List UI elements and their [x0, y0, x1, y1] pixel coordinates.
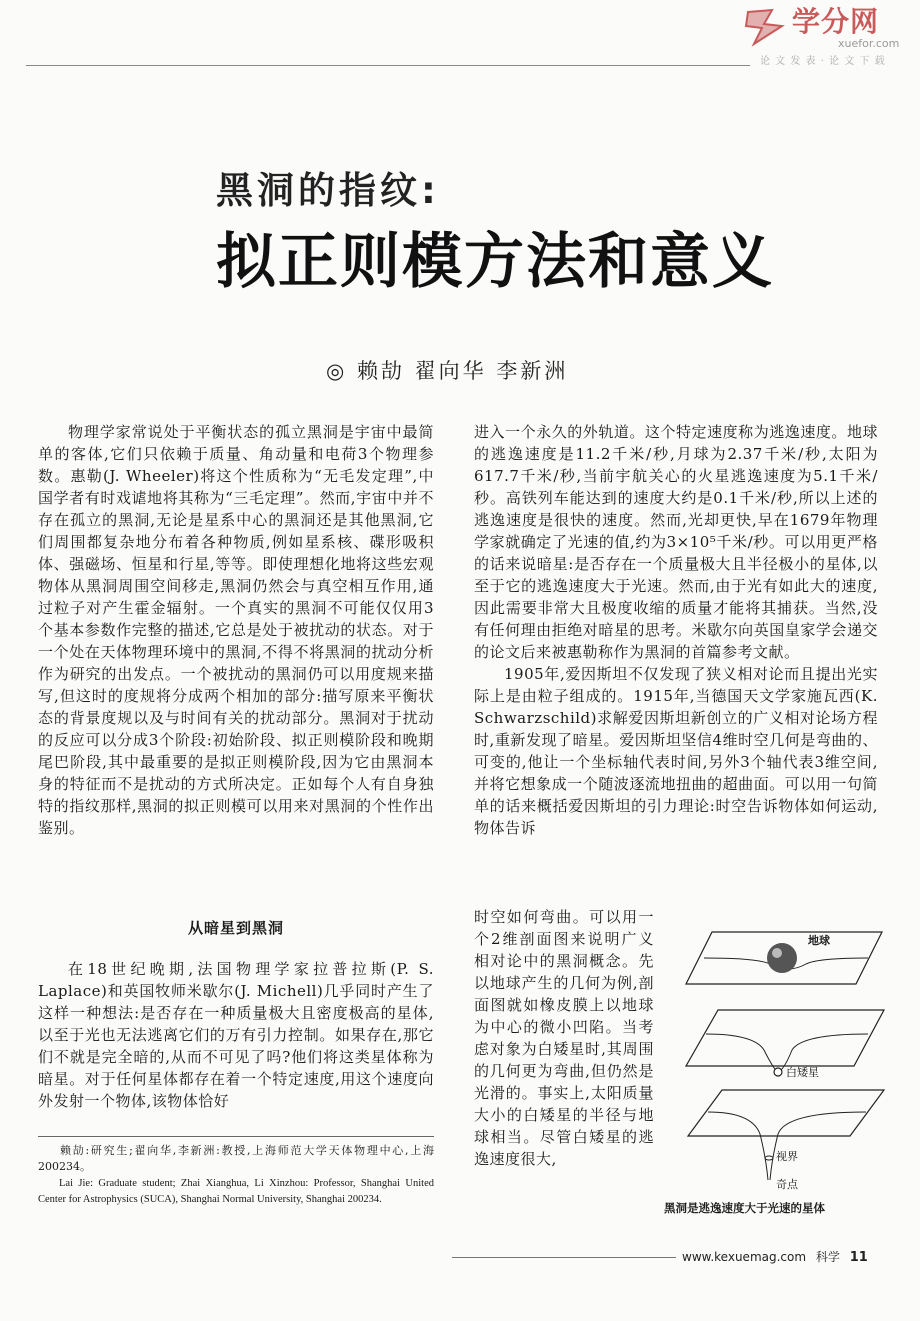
event-horizon-icon [765, 1156, 773, 1160]
body-paragraph: 物理学家常说处于平衡状态的孤立黑洞是宇宙中最简单的客体,它们只依赖于质量、角动量和电荷3个物理参数。惠勒(J. Wheeler)将这个性质称为“无毛发定理”,中国学者有时戏谑地将其称为“三毛定理”。然而,宇宙中并不存在孤立的黑洞,无论是星系中心的黑洞还是其他黑洞,它们周围都复杂地分布着各种物质,例如星系核、碟形吸积体、强磁场、恒星和行星,等等。即使理想化地将这些宏观物体从黑洞周围空间移走,黑洞仍然会与真空相互作用,通过粒子对产生霍金辐射。一个真实的黑洞不可能仅仅用3个基本参数作完整的描述,它总是处于被扰动的状态。对于一个处在天体物理环境中的黑洞,不得不将黑洞的扰动分析作为研究的出发点。一个被扰动的黑洞仍可以用度规来描写,但这时的度规将分成两个相加的部分:描写原来平衡状态的背景度规以及与时间有关的扰动部分。黑洞对于扰动的反应可以分成3个阶段:初始阶段、拟正则模阶段和晚期尾巴阶段,其中最重要的是拟正则模阶段,因为它由黑洞本身的特征而不是扰动的方式所决定。正如每个人有自身独特的指纹那样,黑洞的拟正则模可以用来对黑洞的个性作出鉴别。 [38, 423, 434, 837]
footnote-divider [38, 1136, 434, 1137]
footer-journal: 科学 [815, 1250, 840, 1264]
author-footnote [38, 1143, 434, 1209]
body-paragraph: 在18世纪晚期,法国物理学家拉普拉斯(P. S. Laplace)和英国牧师米歇尔(J. Michell)几乎同时产生了这样一种想法:是否存在一种质量极大且密度极高的星体,以至于光也无法逃离它们的万有引力控制。如果存在,那它们不就是完全暗的,从而不可见了吗?他们将这类星体称为暗星。对于任何星体都存在着一个特定速度,用这个速度向外发射一个物体,该物体恰好 [38, 960, 434, 1110]
logo-mark-icon [742, 6, 788, 48]
body-paragraph: 进入一个永久的外轨道。这个特定速度称为逃逸速度。地球的逃逸速度是11.2千米/秒,月球为2.37千米/秒,太阳为617.7千米/秒,当前宇航关心的火星逃逸速度为5.1千米/秒。高铁列车能达到的速度大约是0.1千米/秒,所以上述的逃逸速度是很快的速度。然而,光却更快,早在1679年物理学家就确定了光速的值,约为3×10⁵千米/秒。可以用更严格的话来说暗星:是否存在一个质量极大且半径极小的星体,以至于它的逃逸速度大于光速。然而,由于光有如此大的速度,因此需要非常大且极度收缩的质量才能将其捕获。当然,没有任何理由拒绝对暗星的思考。米歇尔向英国皇家学会递交的论文后来被惠勒称作为黑洞的首篇参考文献。 [474, 423, 878, 661]
left-column-bottom [38, 958, 434, 1112]
footnote-chinese: 赖劼:研究生;翟向华,李新洲:教授,上海师范大学天体物理中心,上海 200234。 [38, 1144, 434, 1173]
right-column-top [474, 421, 878, 839]
curvature-diagram [678, 922, 888, 1198]
figure-caption: 黑洞是逃逸速度大于光速的星体 [664, 1201, 825, 1215]
page-number: 11 [849, 1250, 868, 1265]
spacetime-curvature-figure [678, 922, 888, 1198]
logo-tagline: 论 文 发 表 · 论 文 下 载 [760, 56, 886, 67]
site-logo[interactable] [742, 5, 912, 67]
body-paragraph: 1905年,爱因斯坦不仅发现了狭义相对论而且提出光实际上是由粒子组成的。1915年,当德国天文学家施瓦西(K. Schwarzschild)求解爱因斯坦新创立的广义相对论场方程时,重新发现了暗星。爱因斯坦坚信4维时空几何是弯曲的、可变的,他让一个坐标轴代表时间,另外3个轴代表3维空间,并将它想象成一个随波逐流地扭曲的超曲面。可以用一句简单的话来概括爱因斯坦的引力理论:时空告诉物体如何运动,物体告诉 [474, 665, 878, 837]
label-horizon: 视界 [776, 1150, 798, 1163]
article-authors: ◎ 赖劼 翟向华 李新洲 [326, 359, 569, 383]
logo-url: xuefor.com [838, 37, 900, 50]
section-heading: 从暗星到黑洞 [187, 919, 284, 937]
label-white-dwarf: 白矮星 [786, 1066, 819, 1079]
right-column-wrap [474, 906, 654, 1170]
label-singularity: 奇点 [776, 1178, 798, 1191]
white-dwarf-icon [774, 1068, 782, 1076]
article-title-line2: 拟正则模方法和意义 [216, 227, 774, 297]
footer-website[interactable]: www.kexuemag.com [682, 1250, 807, 1264]
logo-main-text: 学分网 [792, 5, 880, 38]
footnote-english: Lai Jie: Graduate student; Zhai Xianghua, Li Xinzhou: Professor, Shanghai United Center for Astrophysics (SUCA), Shanghai Normal University, Shanghai 200234. [38, 1178, 434, 1205]
body-paragraph: 时空如何弯曲。可以用一个2维剖面图来说明广义相对论中的黑洞概念。先以地球产生的几何为例,剖面图就如橡皮膜上以地球为中心的微小凹陷。当考虑对象为白矮星时,其周围的几何更为弯曲,但仍然是光滑的。事实上,太阳质量大小的白矮星的半径与地球相当。尽管白矮星的逃逸速度很大, [474, 908, 654, 1168]
article-title-line1: 黑洞的指纹: [216, 169, 440, 212]
earth-icon [767, 943, 797, 973]
header-divider [26, 65, 750, 66]
left-column-top [38, 421, 434, 839]
page-footer [682, 1248, 874, 1265]
label-earth: 地球 [808, 934, 830, 947]
footer-divider [452, 1257, 676, 1258]
